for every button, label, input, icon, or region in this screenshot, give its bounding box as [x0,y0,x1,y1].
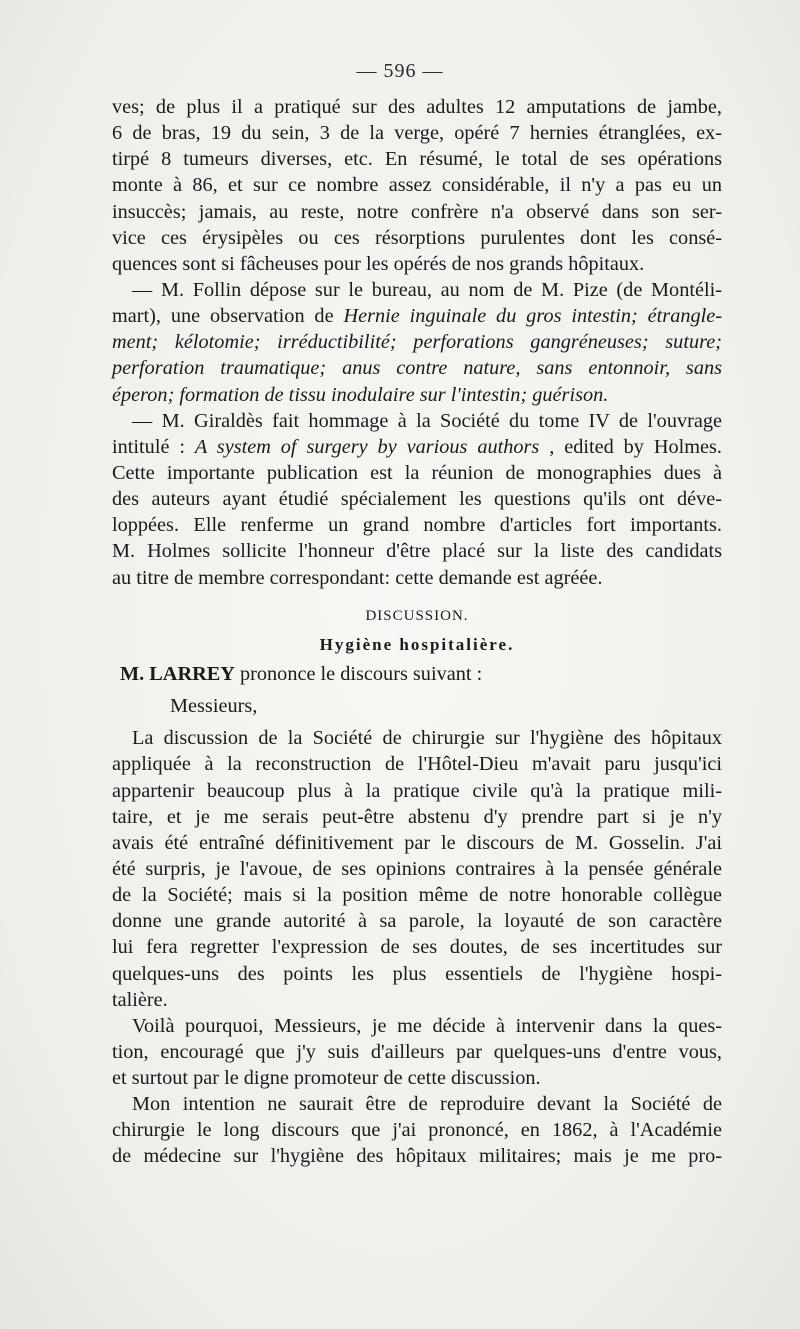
text-line [112,303,722,329]
text-line: appartenir beaucoup plus à la pratique civile qu'à la pratique mili- [112,779,722,802]
italic-run: ment; kélotomie; irréductibilité; perforations gangréneuses; suture; [112,331,722,354]
text-line: M. Holmes sollicite l'honneur d'être placé sur la liste des candidats [112,540,722,563]
text-line: tion, encouragé que j'y suis d'ailleurs par quelques-uns d'entre vous, [112,1040,722,1063]
text-line [112,434,722,460]
text-line: de la Société; mais si la position même de notre honorable collègue [112,884,722,907]
text-line [112,329,722,355]
text-line: donne une grande autorité à sa parole, la loyauté de son caractère [112,910,722,933]
section-subheading [112,631,722,657]
text-line: talière. [112,988,168,1011]
text-line: été surpris, je l'avoue, de ses opinions contraires à la pensée générale [112,857,722,880]
text-line [112,355,722,381]
text-line: vice ces érysipèles ou ces résorptions purulentes dont les consé- [112,226,722,249]
italic-run: perforation traumatique; anus contre nature, sans entonnoir, sans [112,357,722,380]
paragraph-block-1 [112,94,722,591]
body-text [112,94,722,1170]
salutation [112,693,722,719]
italic-run: éperon; formation de tissu inodulaire sur l'intestin; guérison. [112,383,609,406]
text-line: Cette importante publication est la réunion de monographies dues à [112,461,722,484]
page-number: — 596 — [356,60,444,82]
salutation-text: Messieurs, [170,695,258,718]
italic-run: Hernie inguinale du gros intestin; étrangle- [343,305,723,328]
text-run: , edited by Holmes. [539,435,722,458]
text-line: des auteurs ayant étudié spécialement les questions qu'ils ont déve- [112,488,722,511]
speaker-line [112,661,722,687]
text-line: loppées. Elle renferme un grand nombre d'articles fort importants. [112,514,722,537]
text-line: quences sont si fâcheuses pour les opérés de nos grands hôpitaux. [112,252,645,275]
speaker-name: M. LARREY [120,662,235,685]
text-line: quelques-uns des points les plus essentiels de l'hygiène hospi- [112,962,722,985]
text-line [112,382,722,408]
text-line: monte à 86, et sur ce nombre assez considérable, il n'y a pas eu un [112,174,722,197]
text-line: Voilà pourquoi, Messieurs, je me décide à intervenir dans la ques- [132,1014,722,1037]
text-line: avais été entraîné définitivement par le discours de M. Gosselin. J'ai [112,831,722,854]
text-line: appliquée à la reconstruction de l'Hôtel-Dieu m'avait paru jusqu'ici [112,753,722,776]
text-line: de médecine sur l'hygiène des hôpitaux militaires; mais je me pro- [112,1145,722,1168]
text-line: — M. Follin dépose sur le bureau, au nom de M. Pize (de Montéli- [132,278,722,301]
text-line: taire, et je me serais peut-être abstenu d'y prendre part si je n'y [112,805,722,828]
text-run: mart), une observation de [112,305,344,328]
discussion-heading [112,601,722,627]
text-run: intitulé : [112,435,195,458]
text-line: Mon intention ne saurait être de reproduire devant la Société de [132,1093,722,1116]
subheading-text: Hygiène hospitalière. [319,634,515,654]
text-line: tirpé 8 tumeurs diverses, etc. En résumé, le total de ses opérations [112,148,722,171]
text-line: insuccès; jamais, au reste, notre confrère n'a observé dans son ser- [112,200,722,223]
italic-run: A system of surgery by various authors [194,435,540,458]
text-line: lui fera regretter l'expression de ses doutes, de ses incertitudes sur [112,936,722,959]
discussion-heading-text: DISCUSSION. [365,607,469,624]
paragraph-block-2 [112,725,722,1169]
text-line: chirurgie le long discours que j'ai prononcé, en 1862, à l'Académie [112,1119,722,1142]
speaker-intro: prononce le discours suivant : [234,662,483,685]
text-line: La discussion de la Société de chirurgie sur l'hygiène des hôpitaux [132,727,722,750]
text-line: au titre de membre correspondant: cette demande est agréée. [112,566,603,589]
text-line: ves; de plus il a pratiqué sur des adultes 12 amputations de jambe, [112,96,722,118]
text-line: et surtout par le digne promoteur de cette discussion. [112,1067,541,1090]
text-line: — M. Giraldès fait hommage à la Société du tome IV de l'ouvrage [132,409,722,432]
text-line: 6 de bras, 19 du sein, 3 de la verge, opéré 7 hernies étranglées, ex- [112,122,722,145]
